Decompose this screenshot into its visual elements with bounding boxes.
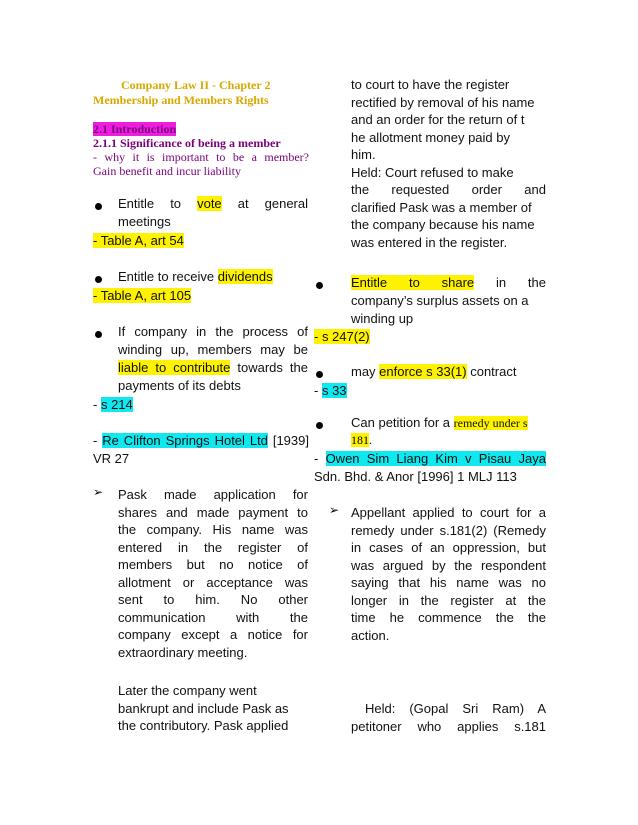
later-line: bankrupt and include Pask as xyxy=(118,700,289,716)
bullet-winding-line3-tail: towards the xyxy=(230,360,308,375)
pask-line: sent to him. No other xyxy=(118,592,308,607)
bullet-vote-line2: meetings xyxy=(118,214,171,229)
subsection-heading: 2.1.1 Significance of being a member xyxy=(93,136,281,150)
highlight-vote: vote xyxy=(197,196,222,211)
bullet-share-line3: winding up xyxy=(351,311,414,326)
cont-line: him. xyxy=(351,147,376,162)
pask-line: company except a notice for xyxy=(118,627,308,642)
appellant-line: remedy under s.181(2) (Remedy xyxy=(351,522,546,538)
held-line: petitoner who applies s.181 xyxy=(351,718,546,734)
ref-s-214-dash: - xyxy=(93,397,101,412)
appellant-line: action. xyxy=(351,627,390,643)
bullet-remedy-text: Can petition for a xyxy=(351,415,454,430)
bullet-dot-icon xyxy=(95,331,102,338)
pask-line: extraordinary meeting. xyxy=(118,644,248,660)
bullet-remedy-period: . xyxy=(369,433,372,447)
cont-line: the requested order and xyxy=(351,182,546,197)
section-heading xyxy=(93,122,176,136)
appellant-line: longer in the register at the xyxy=(351,592,546,608)
appellant-line: time he commence the the xyxy=(351,610,546,625)
ref-s-33-dash: - xyxy=(314,383,322,398)
appellant-line: Appellant applied to court for a xyxy=(351,505,546,520)
appellant-line: in cases of an oppression, but xyxy=(351,540,546,555)
bullet-vote xyxy=(118,195,308,213)
bullet-dot-icon xyxy=(316,371,323,378)
held-gopal xyxy=(351,700,546,735)
ref-s-247 xyxy=(314,328,370,346)
bullet-remedy-line2 xyxy=(351,432,372,448)
cont-line: clarified Pask was a member of xyxy=(351,199,532,215)
bullet-dividends xyxy=(118,268,273,286)
pask-line: entered in the register of xyxy=(118,539,308,555)
highlight-remedy: remedy under s xyxy=(453,416,528,430)
case-owen xyxy=(314,450,546,468)
bullet-enforce-tail: contract xyxy=(466,364,517,379)
bullet-dot-icon xyxy=(95,276,102,283)
bullet-winding-line4: payments of its debts xyxy=(118,378,241,393)
doc-title-line-1: Company Law II - Chapter 2 xyxy=(121,78,271,92)
bullet-winding-line3 xyxy=(118,359,308,377)
bullet-enforce-text: may xyxy=(351,364,380,379)
bullet-dividends-text: Entitle to receive xyxy=(118,269,218,284)
bullet-dot-icon xyxy=(316,282,323,289)
bullet-remedy xyxy=(351,414,528,433)
cont-line: the company because his name xyxy=(351,217,535,232)
pask-line: allotment or acceptance was xyxy=(118,574,308,590)
arrow-bullet-icon: ➢ xyxy=(329,503,340,517)
held-line: Held: (Gopal Sri Ram) A xyxy=(365,701,546,716)
appellant-line: was argued by the respondent xyxy=(351,557,546,573)
bullet-vote-text: Entitle to xyxy=(118,196,198,211)
bullet-winding-line1: If company in the process of xyxy=(118,324,308,339)
highlight-share: Entitle to share xyxy=(351,275,475,290)
bullet-share-line2: company’s surplus assets on a xyxy=(351,293,529,308)
cont-line: and an order for the return of t xyxy=(351,112,525,127)
case-owen-dash: - xyxy=(314,451,326,466)
ref-table-a-105 xyxy=(93,287,191,305)
ref-s-214-text: s 214 xyxy=(100,397,133,412)
cont-line: was entered in the register. xyxy=(351,234,508,250)
highlight-dividends: dividends xyxy=(217,269,273,284)
case-clifton xyxy=(93,432,309,450)
bullet-winding-line2: winding up, members may be xyxy=(118,342,308,357)
later-line: the contributory. Pask applied xyxy=(118,718,289,733)
pask-line: Pask made application for xyxy=(118,487,308,502)
cont-line: rectified by removal of his name xyxy=(351,94,535,110)
highlight-remedy-181: 181 xyxy=(351,433,369,447)
case-owen-name: Owen Sim Liang Kim v Pisau Jaya xyxy=(325,451,546,466)
appellant-line: saying that his name was no xyxy=(351,575,546,590)
case-clifton-dash: - xyxy=(93,433,103,448)
arrow-bullet-icon: ➢ xyxy=(93,485,104,499)
ref-table-a-54 xyxy=(93,232,184,250)
cont-line: to court to have the register xyxy=(351,77,510,92)
pask-line: members but no notice of xyxy=(118,557,308,572)
pask-facts xyxy=(118,486,308,661)
pask-line: communication with the xyxy=(118,609,308,625)
question-line: - why it is important to be a member? xyxy=(93,150,309,164)
bullet-share xyxy=(351,274,546,292)
case-owen-citation: Sdn. Bhd. & Anor [1996] 1 MLJ 113 xyxy=(314,469,517,484)
pask-continued xyxy=(351,76,546,251)
cont-line: he allotment money paid by xyxy=(351,129,510,145)
ref-s-214 xyxy=(93,396,133,414)
ref-table-a-105-text: - Table A, art 105 xyxy=(93,288,192,303)
cont-line: Held: Court refused to make xyxy=(351,164,514,180)
bullet-share-tail: in the xyxy=(474,275,546,290)
bullet-vote-tail: at general xyxy=(221,196,308,211)
highlight-enforce: enforce s 33(1) xyxy=(379,364,467,379)
later-line: Later the company went xyxy=(118,683,257,698)
ref-s-33-text: s 33 xyxy=(321,383,347,398)
ref-table-a-54-text: - Table A, art 54 xyxy=(93,233,184,248)
pask-line: the company. His name was xyxy=(118,522,308,537)
bullet-dot-icon xyxy=(316,422,323,429)
bullet-dot-icon xyxy=(95,203,102,210)
case-clifton-name: Re Clifton Springs Hotel Ltd xyxy=(102,433,268,448)
case-clifton-year: [1939] xyxy=(267,433,309,448)
highlight-liable: liable to contribute xyxy=(118,360,231,375)
pask-line: shares and made payment to xyxy=(118,504,308,520)
case-clifton-citation: VR 27 xyxy=(93,451,130,466)
note-line: Gain benefit and incur liability xyxy=(93,164,241,178)
bullet-enforce xyxy=(351,363,516,381)
doc-title-line-2: Membership and Members Rights xyxy=(93,93,269,107)
appellant-facts xyxy=(351,504,546,644)
pask-later xyxy=(118,682,308,735)
section-heading-text: 2.1 Introduction xyxy=(93,122,177,136)
ref-s-247-text: - s 247(2) xyxy=(314,329,370,344)
ref-s-33 xyxy=(314,382,347,400)
